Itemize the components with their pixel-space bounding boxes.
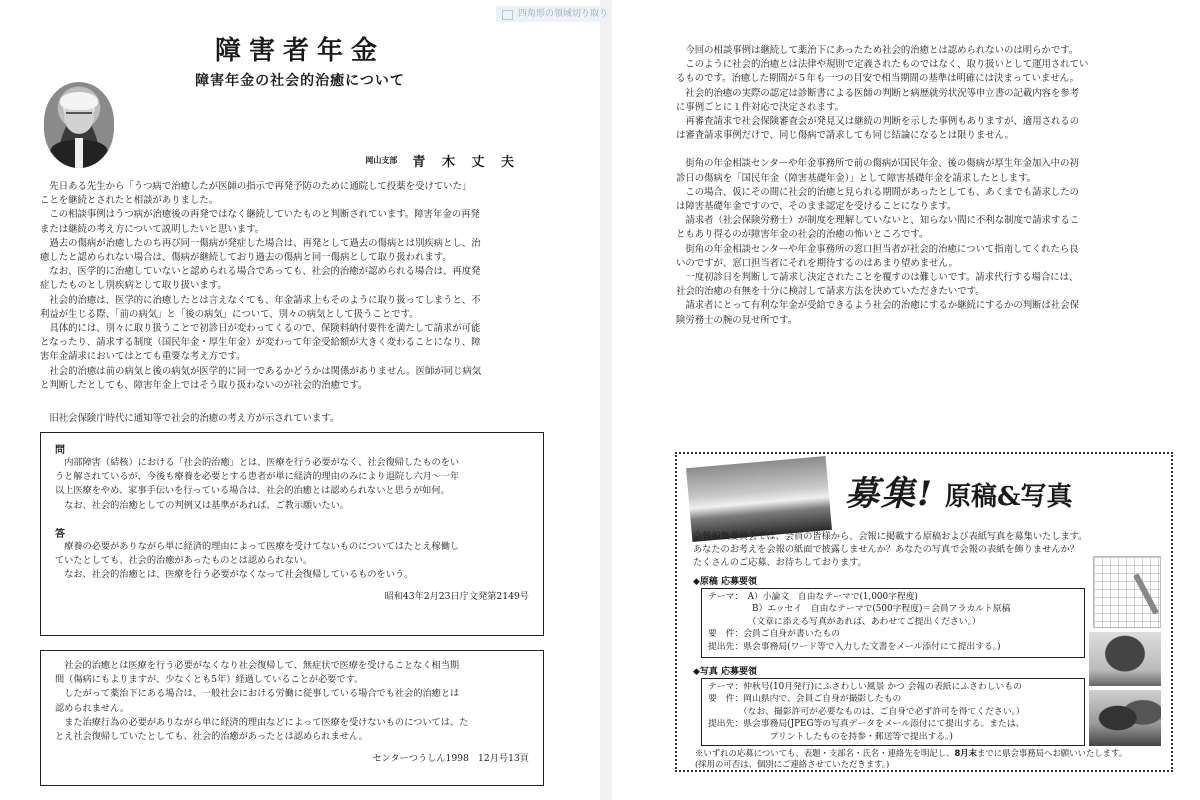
article-continued	[676, 44, 1186, 328]
intro-line: あなたのお考えを会報の紙面で披露しませんか？あなたの写真で会報の表紙を飾りませんか？	[693, 544, 1079, 555]
paragraph-line: 害年金請求においてはとても重要な考え方です。	[40, 351, 246, 363]
guideline-line: （文章に添える写真があれば、あわせてご提出ください。）	[708, 616, 981, 627]
intro-line: たくさんのご応募、お待ちしております。	[693, 557, 867, 568]
paragraph-line: 再審査請求で社会保険審査会が発見又は継続の判断を示した事例もありますが、適用されるの	[685, 116, 1080, 128]
paragraph-line: 街角の年金相談センターや年金事務所で前の傷病が国民年金、後の傷病が厚生年金加入中の初	[685, 158, 1079, 170]
guideline-line: テーマ：仲秋号(10月発行)にふさわしい風景 かつ 会報の表紙にふさわしいもの	[708, 682, 1022, 692]
paragraph-line: と判断したとしても、障害年金上ではそう取り扱わないのが社会的治癒です。	[40, 379, 368, 391]
guideline-line: 要 件：岡山県内で、会員ご自身が撮影したもの	[708, 694, 902, 705]
paragraph-line: るものです。治癒した期間が５年も一つの目安で相当期間の基準は明確には決まっていません。	[676, 73, 1079, 85]
paragraph-line: 険労務士の腕の見せ所です。	[676, 314, 798, 326]
guideline-line: テーマ： A）小論文 自由なテーマで(1,000字程度)	[708, 592, 918, 602]
paragraph-line	[676, 143, 1186, 157]
footer-note: (採用の可否は、個別にご連絡させていただきます。)	[695, 759, 890, 769]
question-line: なお、社会的治癒としての判例又は基準があれば、ご教示願いたい。	[64, 499, 349, 511]
paragraph-line: 一度初診日を判断して請求し決定されたことを覆すのは難しいです。請求代行する場合には、	[685, 272, 1079, 284]
guideline-line: B）エッセイ 自由なテーマで(500字程度)＝会員アラカルト原稿	[708, 604, 1011, 615]
question-line: 以上医療をやめ、家事手伝いを行っている場合は、社会的治癒とは認められないと思うが如何。	[55, 485, 450, 497]
recruit-intro	[693, 530, 1087, 569]
paragraph-line: は審査請求事例だけで、同じ傷病で請求しても同じ結論になるとは限りません。	[676, 130, 1014, 142]
photo-guidelines	[701, 678, 1085, 746]
summary-line: 認められません。	[55, 702, 130, 714]
paragraph-line: ともあり得るのが障害年金の社会的治癒の怖いところです。	[676, 229, 929, 241]
footer-deadline: 8月末	[954, 748, 978, 758]
question-label: 問	[55, 445, 65, 456]
author-name: 青 木 丈 夫	[412, 155, 520, 170]
page-subtitle: 障害年金の社会的治癒について	[195, 73, 405, 89]
guideline-line: 要 件：会員ご自身が書いたもの	[708, 629, 840, 640]
page-title: 障害者年金	[214, 36, 385, 66]
paragraph-line: 社会的治癒は、医学的に治癒したとは言えなくても、年金請求上もそのように取り扱ってしまうと、不	[49, 294, 481, 306]
paragraph-line: この相談事例はうつ病が治癒後の再発ではなく継続していたものと判断されています。障害年金の再発	[49, 209, 480, 221]
author-photo	[44, 82, 114, 168]
summary-line: したがって薬治下にある場合は、一般社会における労働に従事している場合でも社会的治癒とは	[64, 688, 460, 700]
garden-photo	[1089, 690, 1161, 746]
paragraph-line: 具体的には、別々に取り扱うことで初診日が変わってくるので、保険料納付要件を満たして請求が可能	[49, 323, 481, 335]
manuscript-section-label: ◆原稿 応募要領	[693, 577, 758, 587]
footer-post: までに県会事務局へお願いいたします。	[977, 748, 1128, 758]
notice-intro-block	[40, 412, 560, 426]
summary-line: また治療行為の必要がありながら単に経済的理由などによって医療を受けないものについては、た	[64, 716, 469, 728]
question-text	[55, 456, 529, 513]
recruit-footer	[695, 748, 1127, 770]
photo-section-label: ◆写真 応募要領	[693, 667, 758, 677]
paragraph-line: は障害基礎年金ですので、そのまま認定を受けることになります。	[676, 201, 957, 213]
page-gutter	[600, 0, 612, 800]
footer-pre: ※いずれの応募についても、表題・支部名・氏名・連絡先を明記し、	[695, 748, 955, 758]
recruit-subtitle: 原稿&写真	[945, 482, 1073, 512]
paragraph-line: となったり、請求する制度（国民年金・厚生年金）が変わって年金受給額が大きく変わることになり、障	[40, 337, 481, 349]
paragraph-line: 請求者にとって有利な年金が受給できるよう社会的治癒にするか継続にするかの判断は社会保	[685, 300, 1079, 312]
paragraph-line: 利益が生じる際、「前の病気」と「後の病気」について、別々の病気として扱うことです。	[40, 308, 419, 320]
recruit-title: 募集!	[845, 474, 934, 514]
answer-line: なお、社会的治癒とは、医療を行う必要がなくなって社会復帰しているものをいう。	[64, 569, 414, 581]
guideline-line: 提出先：県会事務局(ワード等で入力した文書をメール添付にて提出する。)	[708, 641, 1001, 652]
article-body	[40, 180, 560, 393]
summary-line: とえ社会復帰していたとしても、社会的治癒があったとは認められません。	[55, 731, 368, 743]
summary-box	[40, 650, 544, 786]
paragraph-line: 社会的治癒の実際の認定は診断書による医師の判断と病歴就労状況等申立書の記載内容を参考	[685, 87, 1080, 99]
paragraph-line: 診日の傷病を「国民年金（障害基礎年金）」として障害基礎年金を請求したとします。	[676, 172, 1037, 184]
recruit-heading	[845, 466, 1073, 515]
paragraph-line: に事例ごとに１件対応で決定されます。	[676, 101, 845, 113]
paragraph-line: 社会的治癒は前の病気と後の病気が医学的に同一であるかどうかは関係がありません。医師が同じ病気	[49, 365, 482, 377]
paragraph-line: 今回の相談事例は継続して薬治下にあったため社会的治癒とは認められないのは明らかです。	[685, 45, 1079, 56]
answer-label: 答	[55, 528, 65, 540]
paragraph-line: 請求者（社会保険労務士）が制度を理解していないと、知らない間に不利な制度で請求するこ	[685, 215, 1080, 227]
answer-text	[55, 540, 529, 583]
qa-box	[40, 432, 544, 636]
paragraph-line: 社会的治癒の有無を十分に検討して請求方法を決めていただきたいです。	[676, 286, 985, 298]
recruit-notice	[675, 452, 1173, 772]
paragraph-line: 街角の年金相談センターや年金事務所の窓口担当者が社会的治癒について指南してくれたら良	[685, 243, 1079, 255]
answer-line: ていたとしても、社会的治癒があったものとは認められない。	[55, 555, 313, 567]
notice-intro: 旧社会保険庁時代に通知等で社会的治癒の考え方が示されています。	[49, 413, 340, 424]
manuscript-guidelines	[701, 588, 1085, 658]
paragraph-line: いのですが、窓口担当者にそれを期待するのはあまり望めません。	[676, 257, 958, 269]
paragraph-line: 過去の傷病が治癒したのち再び同一傷病が発症した場合は、再発として過去の傷病とは別疾病とし、治	[49, 237, 481, 249]
qa-source: 昭和43年2月23日庁文発第2149号	[384, 591, 529, 603]
manuscript-paper-image	[1093, 556, 1161, 628]
paragraph-line: または継続の考え方について説明したいと思います。	[40, 223, 265, 235]
paragraph-line: 癒したと認められない場合は、傷病が継続しており過去の傷病と同一傷病として取り扱われます。	[40, 252, 452, 264]
answer-line: 療養の必要がありながら単に経済的理由によって医療を受けてないものについてはたとえ稼働し	[64, 540, 460, 552]
question-line: 内部障害（結核）における「社会的治癒」とは、医療を行う必要がなく、社会復帰したものをい	[64, 457, 460, 468]
paragraph-line: 症したものとし別疾病として取り扱います。	[40, 280, 227, 292]
summary-line: 社会的治癒とは医療を行う必要がなくなり社会復帰して、無症状で医療を受けることなく相当期	[64, 660, 460, 671]
summary-line: 間（傷病にもよりますが、少なくとも5年）経過していることが必要です。	[55, 674, 364, 686]
question-line: うと解されているが、今後も療養を必要とする患者が単に経済的理由のみにより退院し六月～一年	[55, 471, 460, 483]
intro-line: 会報編集委員会では、会員の皆様から、会報に掲載する原稿および表紙写真を募集いたします。	[693, 531, 1088, 542]
paragraph-line: このように社会的治癒とは法律や規則で定義されたものではなく、取り扱いとして運用されてい	[685, 59, 1089, 71]
summary-source: センターつうしん1998 12月号13頁	[372, 753, 529, 765]
author-branch: 岡山支部	[365, 156, 398, 165]
author-byline	[365, 150, 520, 170]
guideline-line: （なお、撮影許可が必要なものは、ご自身で必ず許可を得てください。）	[708, 706, 1025, 717]
paragraph-line: この場合、仮にその間に社会的治癒と見られる期間があったとしても、あくまでも請求したの	[685, 186, 1080, 198]
guideline-line: 提出先：県会事務局(JPEG等の写真データをメール添付にて提出する。または、	[708, 719, 1025, 730]
paragraph-line: なお、医学的に治癒していないと認められる場合であっても、社会的治癒が認められる場合は、再度発	[49, 266, 481, 278]
tree-photo	[1089, 632, 1161, 686]
snip-tab[interactable]: 四角形の領域切り取り	[496, 6, 618, 22]
paragraph-line: 先日ある先生から「うつ病で治癒したが医師の指示で再発予防のために通院して投薬を受けていた」	[49, 181, 472, 192]
paragraph-line: ことを継続とされたと相談がありました。	[40, 195, 219, 207]
guideline-line: プリントしたものを持参・郵送等で提出する。)	[708, 731, 953, 742]
summary-text	[55, 659, 529, 744]
